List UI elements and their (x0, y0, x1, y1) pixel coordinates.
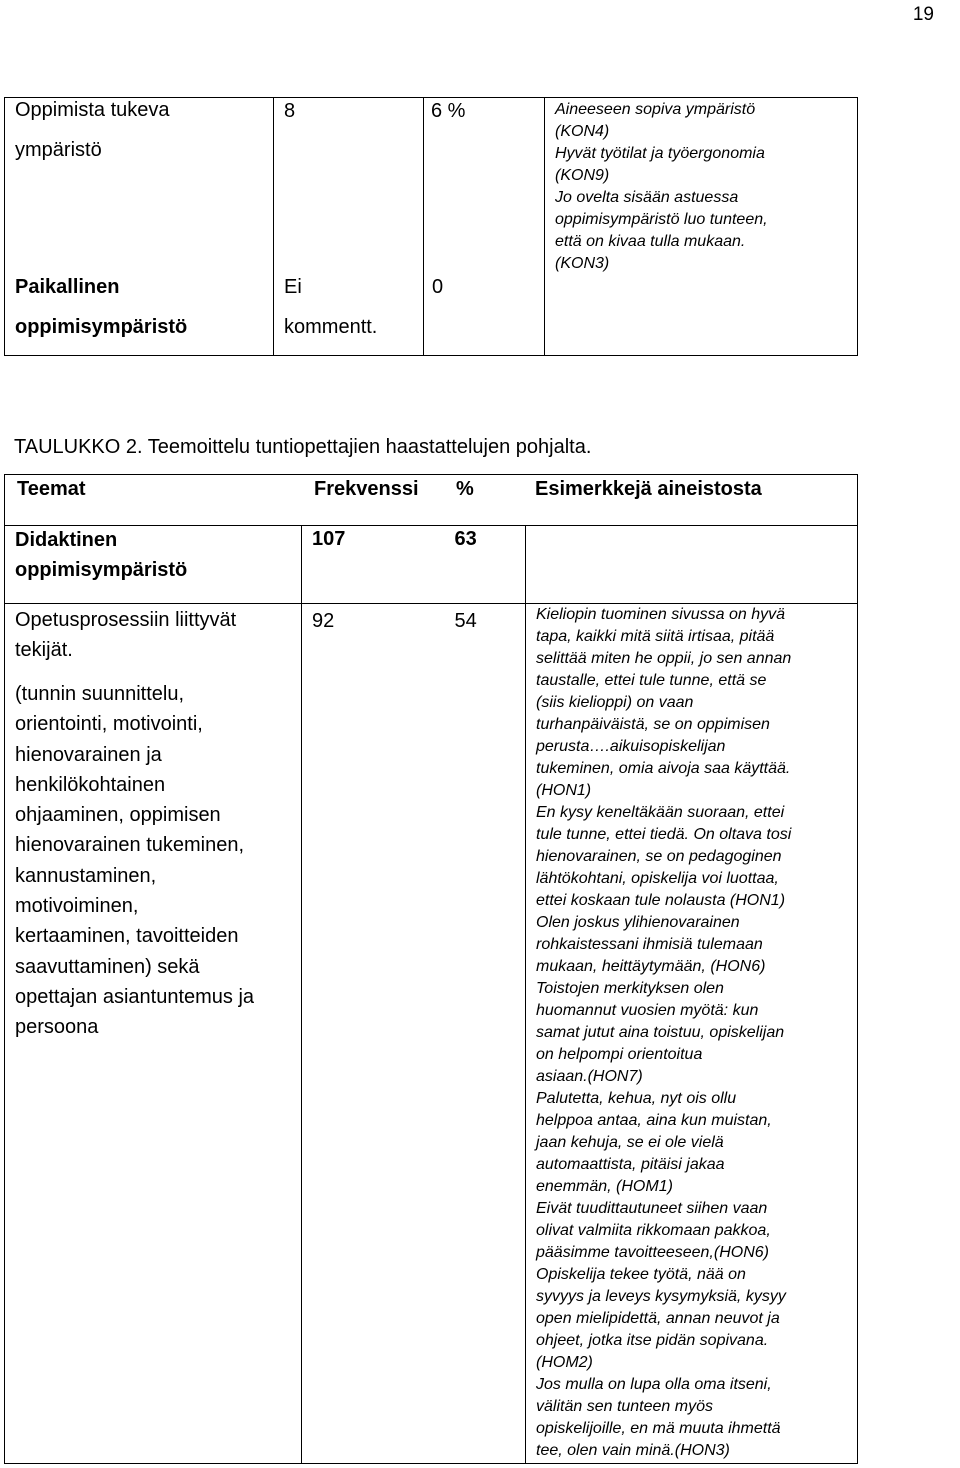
frequency-value: 107 (312, 528, 346, 550)
examples-cell (526, 604, 858, 1464)
percent-value: 54 (454, 610, 477, 632)
frequency-cell (274, 98, 424, 275)
percent-cell (443, 526, 526, 604)
examples-text: Kieliopin tuominen sivussa on hyvä tapa, kaikki mitä siitä irtisaa, pitää selittää miten he oppii, jo sen annan taustalle, ettei tule tunne, että se (siis kielioppi) on vaan turhanpäiväistä, se on oppimisen perusta….aikuisopiskelijan tukeminen, omia aivoja saa käyttää. (HON1) En kysy keneltäkään suoraan, ettei tule tunne, ettei tiedä. On oltava tosi hienovarainen, se on pedagoginen lähtökohtani, opiskelija voi luottaa, ettei koskaan tule nolausta (HON1) Olen joskus ylihienovarainen rohkaistessani ihmisiä tulemaan mukaan, heittäytymään, (HON6) Toistojen merkityksen olen huomannut vuosien myötä: kun samat jutut aina toistuu, opiskelijan on helpompi orientoitua asiaan.(HON7) Palutetta, kehua, nyt ois ollu helppoa antaa, aina kun muistan, jaan kehuja, se ei ole vielä automaattista, pitäisi jakaa enemmän, (HOM1) Eivät tuudittautuneet siihen vaan olivat valmiita rikkomaan pakkoa, pääsimme tavoitteeseen,(HON6) Opiskelija tekee työtä, nää on syvyys ja leveys kysymyksiä, kysyy open mielipidettä, annan neuvot ja ohjeet, jotka itse pidän sopivana. (HOM2) Jos mulla on lupa olla oma itseni, välitän sen tunteen myös opiskelijoille, en mä muuta ihmettä tee, olen vain minä.(HON3) (536, 606, 792, 1459)
page-number: 19 (912, 4, 934, 25)
theme-detail: (tunnin suunnittelu, orientointi, motivointi, hienovarainen ja henkilökohtainen ohjaaminen, oppimisen hienovarainen tukeminen, kannustaminen, motivoiminen, kertaaminen, tavoitteiden saavuttaminen) sekä opettajan asiantuntemus ja persoona (15, 683, 255, 1039)
percent-value: 0 (432, 275, 444, 298)
theme-label: Didaktinen oppimisympäristö (15, 529, 188, 581)
examples-cell (526, 526, 858, 604)
table-row (5, 604, 858, 1464)
examples-text: Aineeseen sopiva ympäristö (KON4) Hyvät työtilat ja työergonomia (KON9) Jo ovelta sisään astuessa oppimisympäristö luo tunteen, että on kivaa tulla mukaan. (KON3) (555, 101, 768, 272)
theme-label: Oppimista tukeva ympäristö (15, 99, 170, 161)
top-table (4, 97, 858, 356)
header-row (5, 475, 858, 526)
table-row (5, 526, 858, 604)
frequency-cell (274, 275, 424, 356)
frequency-value: Ei kommentt. (284, 275, 378, 338)
theme-cell (5, 275, 274, 356)
theme-title: Opetusprosessiin liittyvät tekijät. (15, 609, 237, 661)
theme-cell (5, 526, 302, 604)
header-percent: % (456, 478, 474, 500)
header-examples: Esimerkkejä aineistosta (535, 478, 762, 500)
theme-table (4, 474, 858, 1464)
frequency-cell (302, 526, 443, 604)
frequency-cell (302, 604, 443, 1464)
table-caption: TAULUKKO 2. Teemoittelu tuntiopettajien haastattelujen pohjalta. (14, 436, 592, 458)
header-frequency: Frekvenssi (314, 478, 419, 500)
table-row (5, 98, 858, 275)
percent-cell (424, 275, 545, 356)
header-themes: Teemat (17, 478, 86, 500)
theme-cell (5, 604, 302, 1464)
frequency-value: 8 (284, 100, 296, 122)
frequency-value: 92 (312, 610, 335, 632)
percent-value: 63 (454, 528, 477, 550)
theme-cell (5, 98, 274, 275)
examples-cell (545, 98, 858, 356)
percent-value: 6 % (431, 100, 466, 122)
header-cell (5, 475, 858, 526)
theme-label: Paikallinen oppimisympäristö (15, 275, 188, 338)
percent-cell (443, 604, 526, 1464)
percent-cell (424, 98, 545, 275)
